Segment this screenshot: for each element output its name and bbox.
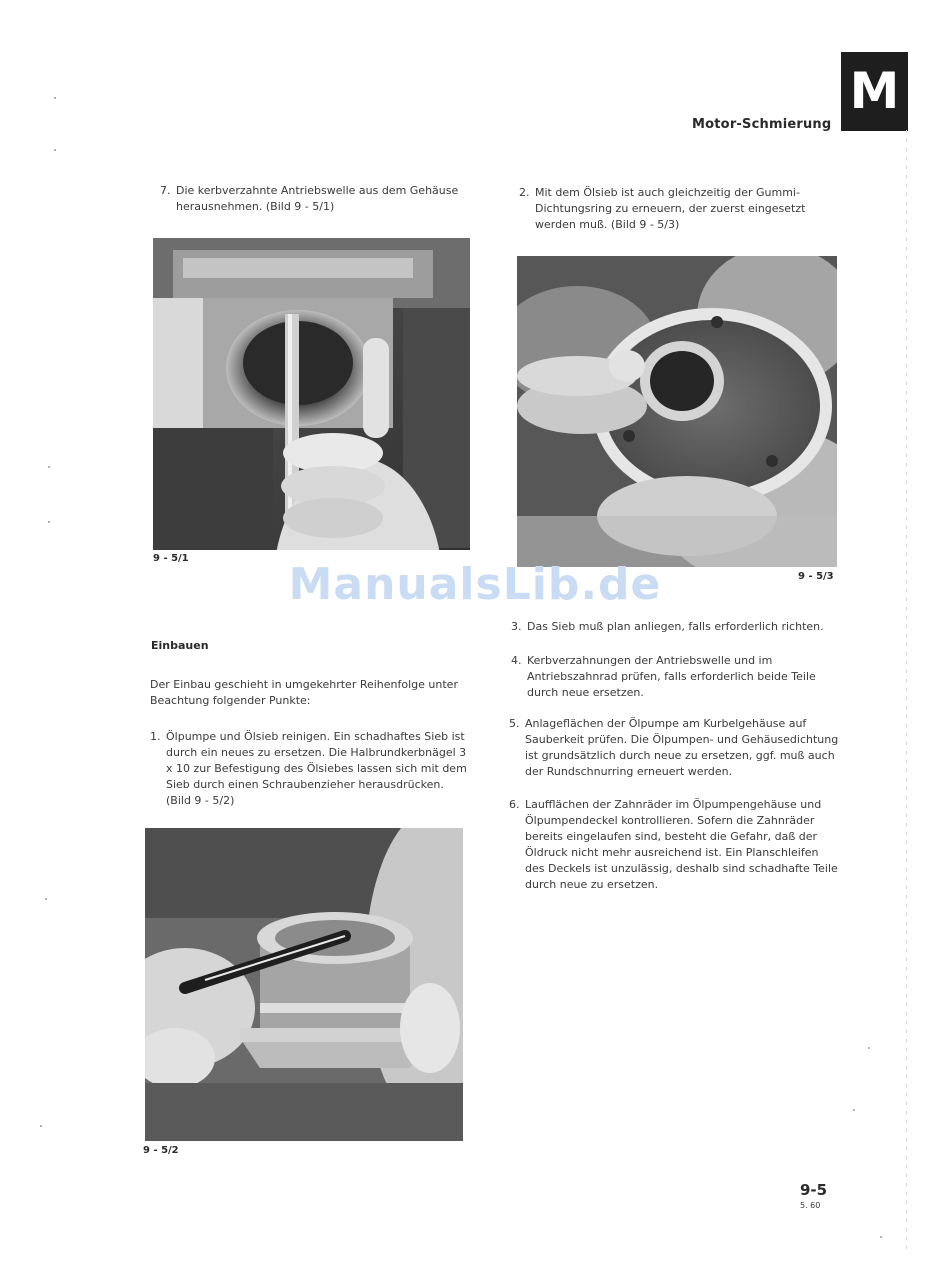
step-number: 6. [509,798,520,811]
photo-oil-screen-screwdriver [145,828,463,1141]
step-text: Das Sieb muß plan anliegen, falls erforderlich richten. [527,620,824,633]
scan-speck [853,1109,855,1111]
step-2 [519,185,840,233]
scan-speck [48,466,50,468]
step-6 [509,797,840,893]
step-number: 3. [511,620,522,633]
scan-edge-line [906,130,907,1250]
step-3 [511,619,840,635]
section-heading-einbauen: Einbauen [151,639,209,652]
figure-caption-2: 9 - 5/2 [143,1145,179,1156]
step-number: 7. [160,184,171,197]
intro-paragraph: Der Einbau geschieht in umgekehrter Reihenfolge unter Beachtung folgender Punkte: [150,678,458,707]
step-text: Mit dem Ölsieb ist auch gleichzeitig der Gummi-Dichtungsring zu erneuern, der zuerst eingesetzt werden muß. (Bild 9 - 5/3) [535,186,806,231]
scan-speck [54,97,56,99]
oil-screen-seal-ring-photo [517,256,837,567]
oil-screen-screwdriver-photo [145,828,463,1141]
figure-caption-1: 9 - 5/1 [153,553,189,564]
scan-speck [880,1236,882,1238]
scan-speck [48,521,50,523]
scan-speck [54,149,56,151]
oil-pump-shaft-removal-photo [153,238,470,550]
step-number: 1. [150,730,161,743]
scan-speck [40,1125,42,1127]
figure-caption-3: 9 - 5/3 [798,571,834,582]
step-text: Laufflächen der Zahnräder im Ölpumpengehäuse und Ölpumpendeckel kontrollieren. Sofern die Zahnräder bereits eingelaufen sind, besteht die Gefahr, daß der Öldruck nicht mehr ausreichend ist. Ein Planschleifen des Deckels ist unzulässig, deshalb sind schadhafte Teile durch neue zu ersetzen. [525,798,838,891]
scan-speck [45,898,47,900]
step-number: 2. [519,186,530,199]
step-text: Die kerbverzahnte Antriebswelle aus dem Gehäuse herausnehmen. (Bild 9 - 5/1) [176,184,459,213]
watermark: ManualsLib.de [288,559,662,610]
step-text: Kerbverzahnungen der Antriebswelle und im Antriebszahnrad prüfen, falls erforderlich beide Teile durch neue ersetzen. [527,654,816,699]
step-text: Ölpumpe und Ölsieb reinigen. Ein schadhaftes Sieb ist durch ein neues zu ersetzen. Die Halbrundkerbnägel 3 x 10 zur Befestigung des Ölsiebes lassen sich mit dem Sieb durch einen Schraubenzieher herausdrücken. (Bild 9 - 5/2) [166,730,467,807]
page-number: 9-5 [800,1181,828,1199]
step-5 [509,716,840,780]
issue-date: 5. 60 [800,1201,821,1210]
section-title: Motor-Schmierung [692,117,832,132]
step-4 [511,653,840,701]
step-number: 4. [511,654,522,667]
step-7 [160,183,482,215]
photo-oil-screen-seal [517,256,837,567]
photo-oil-pump-shaft [153,238,470,550]
step-number: 5. [509,717,520,730]
step-text: Anlageflächen der Ölpumpe am Kurbelgehäuse auf Sauberkeit prüfen. Die Ölpumpen- und Gehäusedichtung ist grundsätzlich durch neue zu ersetzen, ggf. muß auch der Rundschnurring erneuert werden. [525,717,839,778]
step-1 [150,729,472,809]
scan-speck [868,1047,870,1049]
section-tab: M [841,52,908,131]
